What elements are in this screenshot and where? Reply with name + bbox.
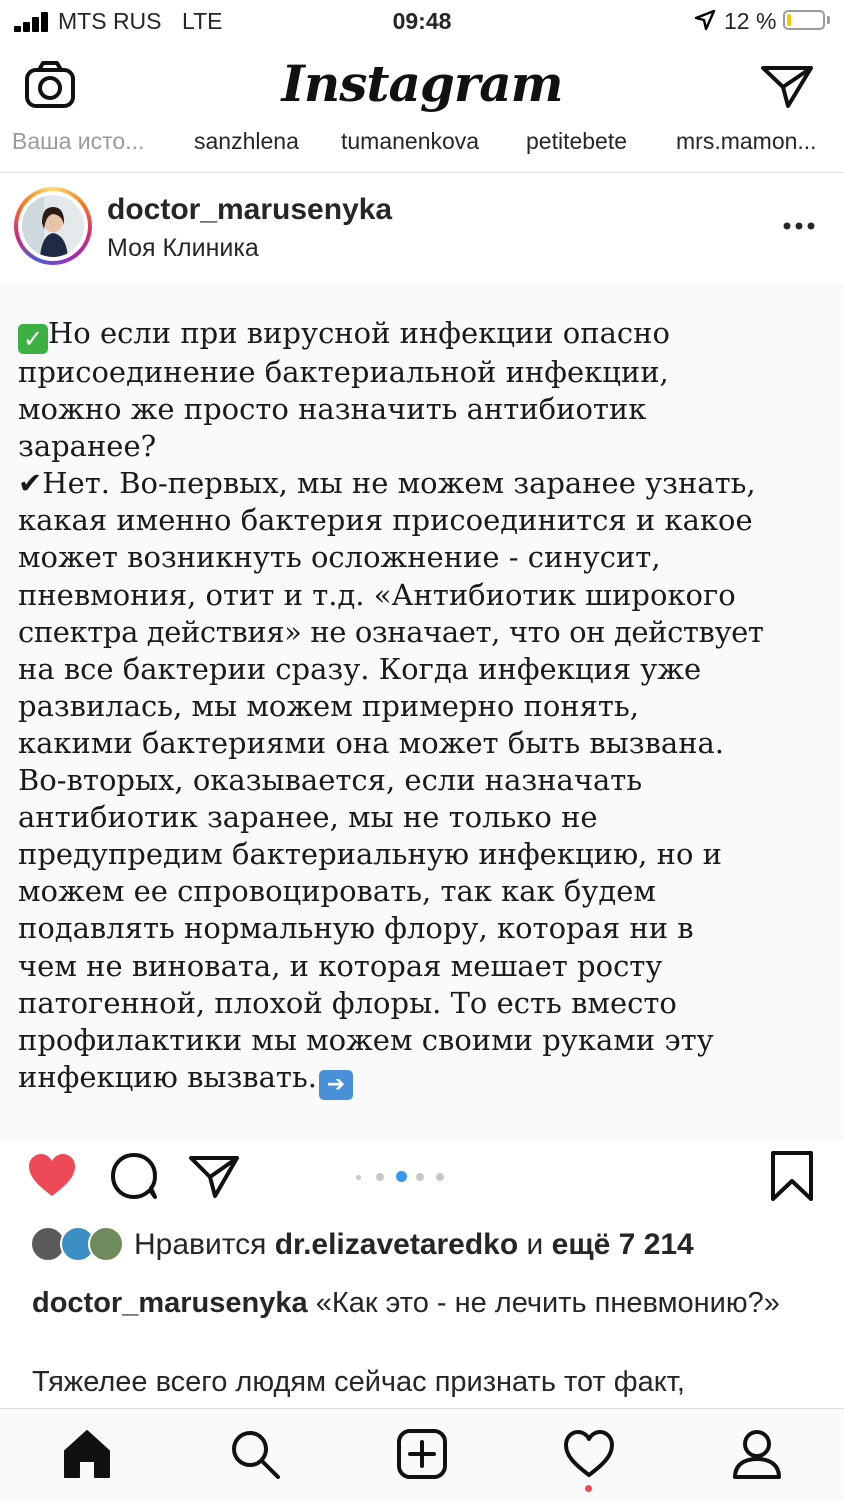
battery-percent: 12 % <box>724 8 777 34</box>
likes-count[interactable]: Нравится dr.elizavetaredko и ещё 7 214 <box>134 1228 694 1261</box>
app-header <box>0 48 844 124</box>
post-image-text <box>18 315 830 1100</box>
text-line: на все бактерии сразу. Когда инфекция уже <box>18 651 702 686</box>
stories-row <box>0 124 844 173</box>
battery-tip <box>827 16 830 24</box>
like-heart-icon[interactable] <box>26 1150 78 1202</box>
status-bar <box>0 0 844 44</box>
home-icon[interactable] <box>60 1427 114 1481</box>
post-username[interactable]: doctor_marusenyka <box>107 193 393 226</box>
battery-icon <box>783 10 825 30</box>
notification-dot <box>585 1485 592 1492</box>
text-line: спектра действия» не означает, что он действует <box>18 614 764 649</box>
carousel-dot-active <box>396 1171 407 1182</box>
post-actions <box>0 1140 844 1210</box>
text-line: профилактики мы можем своими руками эту <box>18 1022 714 1057</box>
post-location[interactable]: Моя Клиника <box>107 234 259 262</box>
text-line: можно же просто назначить антибиотик <box>18 392 647 427</box>
tab-bar <box>0 1408 844 1501</box>
text-line: предупредим бактериальную инфекцию, но и <box>18 837 722 872</box>
share-icon[interactable] <box>188 1150 240 1202</box>
check-mark-icon: ✓ <box>18 324 48 354</box>
text-line: антибиотик заранее, мы не только не <box>18 800 598 835</box>
right-arrow-icon: ➔ <box>319 1070 353 1100</box>
text-line: ✓ Но если при вирусной инфекции опасно <box>18 315 830 354</box>
location-arrow-icon <box>694 9 716 31</box>
text-line: Во-вторых, оказывается, если назначать <box>18 763 643 798</box>
post-header <box>0 173 844 283</box>
text-line: пневмония, отит и т.д. «Антибиотик широкого <box>18 577 736 612</box>
direct-message-icon[interactable] <box>760 60 814 110</box>
profile-icon[interactable] <box>730 1427 784 1481</box>
liker-avatar <box>88 1226 124 1262</box>
text-line: патогенной, плохой флоры. То есть вместо <box>18 985 677 1020</box>
more-options-icon[interactable] <box>782 221 816 231</box>
carrier-name: MTS RUS <box>58 8 162 34</box>
carousel-dot <box>356 1175 361 1180</box>
text-line: какая именно бактерия присоединится и какое <box>18 503 753 538</box>
text-line: можем ее спровоцировать, так как будем <box>18 874 656 909</box>
story-item[interactable]: sanzhlena <box>194 128 299 154</box>
caption-username[interactable]: doctor_marusenyka <box>32 1287 308 1319</box>
story-your[interactable]: Ваша исто... <box>12 128 145 154</box>
instagram-logo: Instagram <box>281 54 563 113</box>
story-item[interactable]: tumanenkova <box>341 128 480 154</box>
text-line: заранее? <box>18 429 157 464</box>
carousel-indicator <box>356 1170 456 1184</box>
text-line: развилась, мы можем примерно понять, <box>18 688 639 723</box>
story-item[interactable]: mrs.mamon... <box>676 128 817 154</box>
activity-icon[interactable] <box>562 1427 616 1481</box>
text-line: чем не виновата, и которая мешает росту <box>18 948 663 983</box>
caption-text: «Как это - не лечить пневмонию?» <box>315 1287 780 1319</box>
search-icon[interactable] <box>228 1427 282 1481</box>
bookmark-icon[interactable] <box>766 1150 818 1202</box>
text-line: какими бактериями она может быть вызвана. <box>18 725 725 760</box>
caption-continuation[interactable]: Тяжелее всего людям сейчас признать тот факт, <box>32 1366 685 1398</box>
avatar <box>22 195 84 257</box>
new-post-icon[interactable] <box>395 1427 449 1481</box>
avatar-story-ring[interactable] <box>14 187 92 265</box>
text-line: подавлять нормальную флору, которая ни в <box>18 911 694 946</box>
carousel-dot <box>436 1173 444 1181</box>
carousel-dot <box>416 1173 424 1181</box>
clock: 09:48 <box>392 8 452 34</box>
text-line: присоединение бактериальной инфекции, <box>18 355 669 389</box>
text-line: инфекцию вызвать. ➔ <box>18 1059 830 1100</box>
carousel-dot <box>376 1173 384 1181</box>
post-caption <box>32 1284 822 1323</box>
text-line: ✔Нет. Во-первых, мы не можем заранее узнать, <box>18 466 756 501</box>
post-image[interactable] <box>0 283 844 1140</box>
text-line: может возникнуть осложнение - синусит, <box>18 540 661 575</box>
likes-row <box>0 1222 844 1272</box>
comment-icon[interactable] <box>108 1150 160 1202</box>
story-item[interactable]: petitebete <box>526 128 628 154</box>
network-type: LTE <box>182 8 223 34</box>
